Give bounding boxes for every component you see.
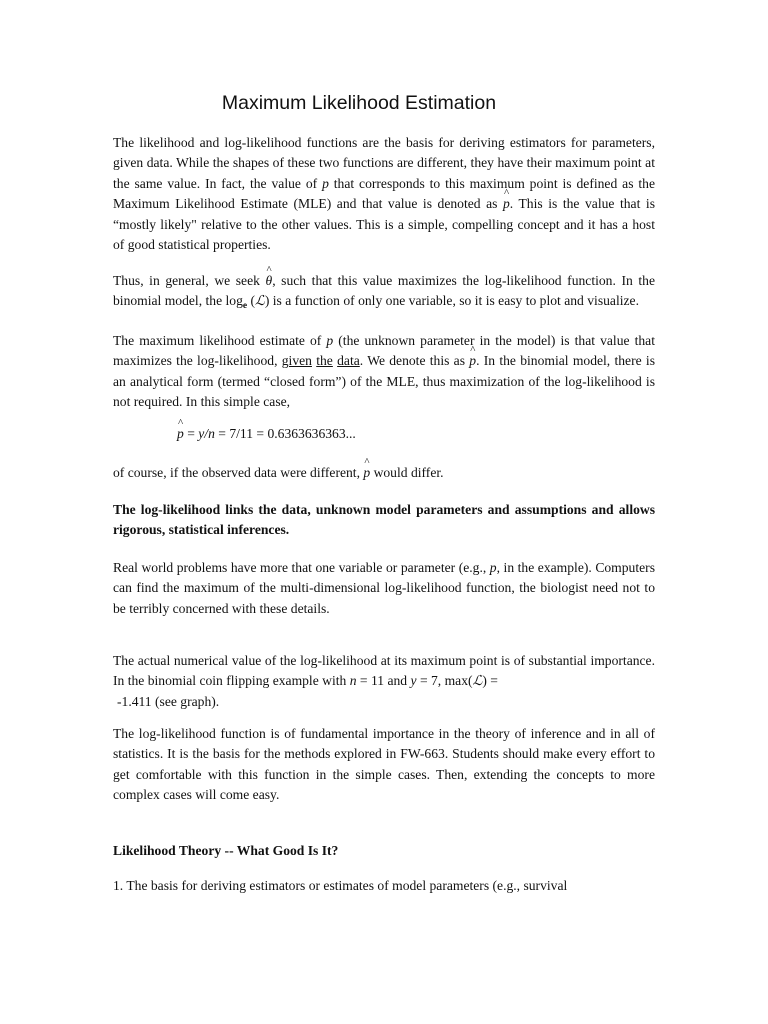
paragraph-numerical-value (113, 651, 655, 712)
var-n: n (349, 673, 357, 689)
text: -1.411 (see graph). (117, 693, 220, 709)
subscript-e: e (242, 301, 248, 312)
paragraph-fundamental-importance: The log-likelihood function is of fundamental importance in the theory of inference and in all of statistics. It is the basis for the methods explored in FW-663. Students should make every effort to get comfortable with this function in the simple cases. Then, extending the concepts to more complex cases will come easy. (113, 726, 655, 803)
text: Thus, in general, we seek (113, 273, 266, 288)
text: = 7, max( (416, 673, 473, 689)
text: = 11 and (356, 673, 411, 689)
text: would differ. (370, 465, 444, 480)
paragraph-real-world (113, 558, 655, 619)
text: . We denote this as (359, 353, 470, 369)
text: = (183, 426, 199, 441)
text: Real world problems have more that one variable or parameter (e.g., (113, 560, 490, 575)
text: The maximum likelihood estimate of (113, 333, 327, 348)
paragraph-observed-data (113, 463, 655, 483)
text: of course, if the observed data were different, (113, 465, 364, 480)
text: = 7/11 = 0.6363636363... (214, 426, 356, 441)
text: . This is the value that is “mostly likely" relative to the other values. This is a simple, compelling concept and it has a host of good statistical properties. (113, 196, 655, 253)
likelihood-symbol: ℒ (472, 673, 483, 690)
text: The likelihood and log-likelihood functions are the basis for deriving estimators for parameters, given data. While the shapes of these two functions are different, they have their maximum point at the same value. In fact, the value of (113, 135, 655, 191)
equation-p-hat (177, 424, 577, 444)
var-p: p (489, 560, 497, 575)
paragraph-bold-statement: The log-likelihood links the data, unknown model parameters and assumptions and allows rigorous, statistical inferences. (113, 502, 655, 538)
text: ) = (482, 673, 498, 689)
paragraph-general-theta (113, 271, 655, 317)
p-hat-symbol: ^ p (503, 194, 510, 214)
underlined-word: given (281, 353, 312, 369)
text: , in the example). Computers can find the maximum of the multi-dimensional log-likelihood function, the biologist need not to be terribly concerned with these details. (113, 560, 655, 616)
text: . In the binomial model, there is an analytical form (termed “closed form”) of the MLE, thus maximization of the log-likelihood is not required. In this simple case, (113, 353, 655, 410)
var-p: p (322, 175, 329, 191)
p-hat-symbol: ^ p (177, 424, 184, 444)
underlined-word: data (337, 353, 360, 369)
var-p: p (326, 333, 334, 348)
p-hat-symbol: ^ p (363, 463, 370, 483)
var-y: y (410, 673, 417, 689)
text: (the unknown parameter in the model) is that value that maximizes the log-likelihood, (113, 333, 655, 369)
var-y-over-n: y/n (198, 426, 215, 441)
paragraph-mle-intro (113, 133, 655, 255)
text: ( (247, 293, 256, 309)
text: that corresponds to this maximum point is defined as the Maximum Likelihood Estimate (MLE) and that value is denoted as (113, 175, 655, 212)
page-title: Maximum Likelihood Estimation (221, 92, 497, 114)
underlined-word: the (316, 353, 333, 369)
text: ) is a function of only one variable, so it is easy to plot and visualize. (264, 293, 639, 309)
theta-hat-symbol: ^ θ (266, 271, 273, 291)
p-hat-symbol: ^ p (469, 351, 476, 371)
list-item-1: 1. The basis for deriving estimators or estimates of model parameters (e.g., survival (113, 878, 568, 893)
text: The actual numerical value of the log-likelihood at its maximum point is of substantial importance. In the binomial coin flipping example with (113, 653, 655, 689)
text: , such that this value maximizes the log-likelihood function. In the binomial model, the log (113, 273, 655, 309)
likelihood-symbol: ℒ (255, 293, 265, 310)
section-heading-likelihood-theory: Likelihood Theory -- What Good Is It? (113, 843, 339, 858)
paragraph-mle-of-p (113, 331, 655, 413)
